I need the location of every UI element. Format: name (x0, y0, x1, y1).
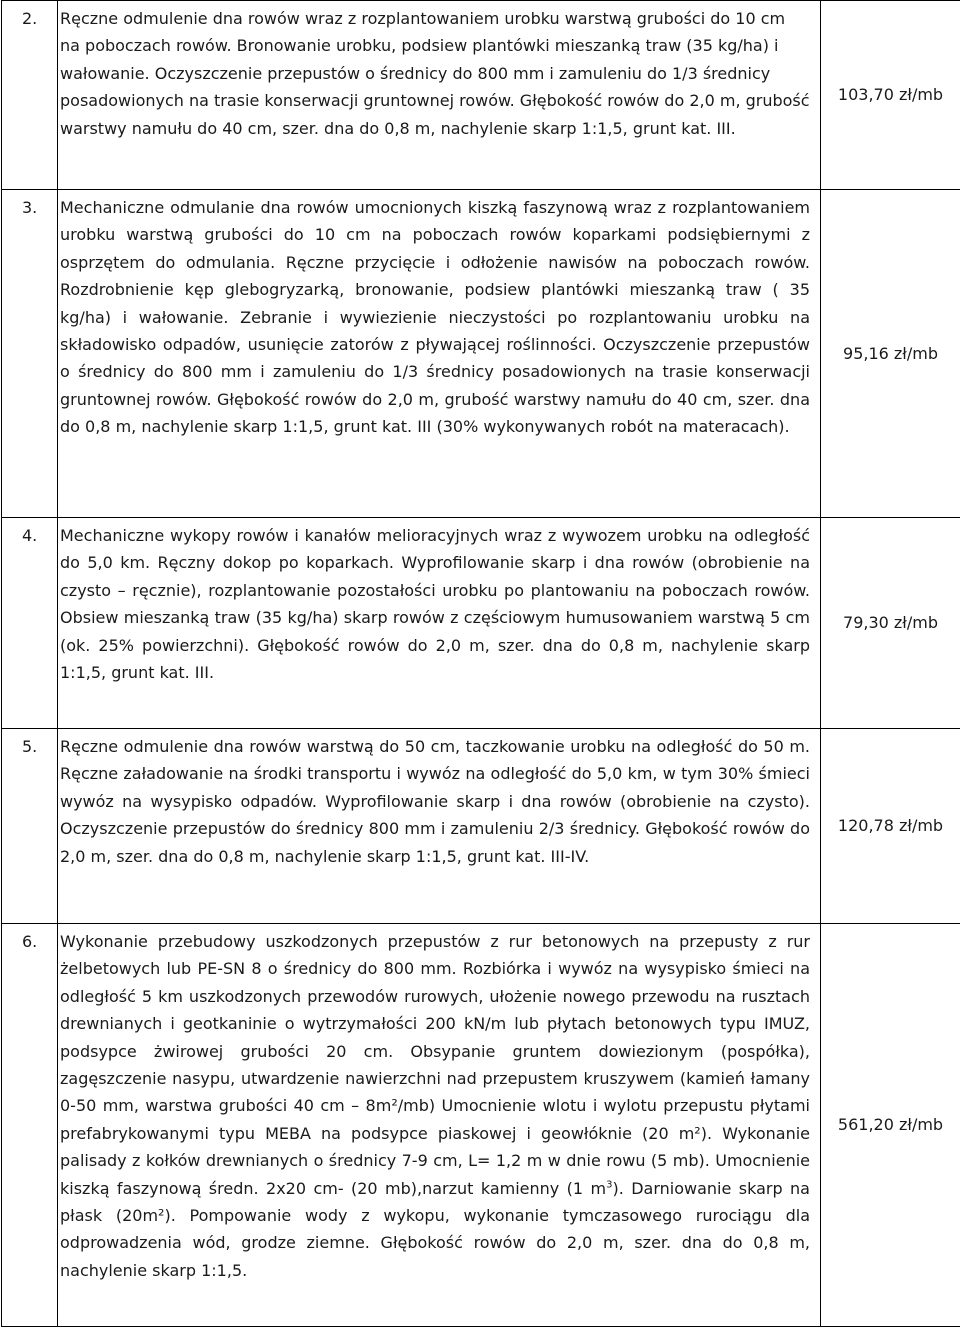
row-number: 2. (22, 9, 38, 28)
row-number: 3. (22, 198, 38, 217)
row-price: 120,78 zł/mb (837, 816, 944, 835)
price-table (1, 0, 960, 1327)
row-price-cell (821, 518, 960, 729)
superscript: 3 (606, 1179, 613, 1191)
row-number-cell (2, 924, 58, 1327)
table-row (2, 924, 960, 1327)
row-description-cell (58, 924, 821, 1327)
row-description: Mechaniczne odmulanie dna rowów umocnionych kiszką faszynową wraz z rozplantowaniem urobku warstwą grubości do 10 cm na poboczach rowów koparkami podsiębiernymi z osprzętem do odmulania. Ręczne przycięcie i odłożenie nawisów na poboczach rowów. Rozdrobnienie kęp glebogryzarką, bronowanie, podsiew plantówki mieszanką traw ( 35 kg/ha) i wałowanie. Zebranie i wywiezienie nieczystości po rozplantowaniu urobku na składowisko odpadów, usunięcie zatorów z pływającej roślinności. Oczyszczenie przepustów o średnicy do 800 mm i zamuleniu do 1/3 średnicy posadowionych na trasie konserwacji gruntownej rowów. Głębokość rowów do 2,0 m, grubość warstwy namułu do 40 cm, szer. dna do 0,8 m, nachylenie skarp 1:1,5, grunt kat. III (30% wykonywanych robót na materacach). (60, 198, 810, 437)
table-row (2, 518, 960, 729)
table-row (2, 729, 960, 924)
row-description-cell (58, 1, 821, 190)
row-price-cell (821, 924, 960, 1327)
row-price-cell (821, 729, 960, 924)
row-number-cell (2, 729, 58, 924)
row-description-cell (58, 190, 821, 518)
row-number-cell (2, 518, 58, 729)
row-price: 103,70 zł/mb (837, 85, 944, 104)
row-description-part: ). Darniowanie skarp na płask (20m²). Pompowanie wody z wykopu, wykonanie tymczasowego rurociągu dla odprowadzenia wód, grodze ziemne. Głębokość rowów do 2,0 m, szer. dna do 0,8 m, nachylenie skarp 1:1,5. (60, 1178, 810, 1280)
row-price: 95,16 zł/mb (843, 343, 938, 363)
row-description: Ręczne odmulenie dna rowów warstwą do 50 cm, taczkowanie urobku na odległość do 50 m. Ręczne załadowanie na środki transportu i wywóz na odległość do 5,0 km, w tym 30% śmieci wywóz na wysypisko odpadów. Wyprofilowanie skarp i dna rowów (obrobienie na czysto). Oczyszczenie przepustów do średnicy 800 mm i zamuleniu 2/3 średnicy. Głębokość rowów do 2,0 m, szer. dna do 0,8 m, nachylenie skarp 1:1,5, grunt kat. III-IV. (60, 737, 810, 866)
row-number: 6. (22, 932, 38, 951)
row-number: 5. (22, 737, 38, 756)
row-price-cell (821, 190, 960, 518)
row-number-cell (2, 1, 58, 190)
row-price: 79,30 zł/mb (843, 613, 938, 632)
row-description: Ręczne odmulenie dna rowów wraz z rozplantowaniem urobku warstwą grubości do 10 cm na poboczach rowów. Bronowanie urobku, podsiew plantówki mieszanką traw (35 kg/ha) i wałowanie. Oczyszczenie przepustów o średnicy do 800 mm i zamuleniu do 1/3 średnicy posadowionych na trasie konserwacji gruntownej rowów. Głębokość rowów do 2,0 m, grubość warstwy namułu do 40 cm, szer. dna do 0,8 m, nachylenie skarp 1:1,5, grunt kat. III. (60, 9, 810, 138)
table-row (2, 1, 960, 190)
row-description (58, 924, 820, 1294)
row-description-cell (58, 518, 821, 729)
row-description-cell (58, 729, 821, 924)
row-price: 561,20 zł/mb (837, 1115, 944, 1134)
row-description: Mechaniczne wykopy rowów i kanałów melioracyjnych wraz z wywozem urobku na odległość do 5,0 km. Ręczny dokop po koparkach. Wyprofilowanie skarp i dna rowów (obrobienie na czysto – ręcznie), rozplantowanie pozostałości urobku po plantowaniu na poboczach rowów. Obsiew mieszanką traw (35 kg/ha) skarp rowów z częściowym humusowaniem warstwą 5 cm (ok. 25% powierzchni). Głębokość rowów do 2,0 m, szer. dna do 0,8 m, nachylenie skarp 1:1,5, grunt kat. III. (60, 526, 810, 683)
row-number-cell (2, 190, 58, 518)
table-row (2, 190, 960, 518)
row-number: 4. (22, 526, 38, 545)
row-price-cell (821, 1, 960, 190)
row-description-part: Wykonanie przebudowy uszkodzonych przepustów z rur betonowych na przepusty z rur żelbetowych lub PE-SN 8 o średnicy do 800 mm. Rozbiórka i wywóz na wysypisko śmieci na odległość 5 km uszkodzonych przewodów rurowych, ułożenie nowego przewodu na rusztach drewnianych i geotkaninie o wytrzymałości 200 kN/m lub płytach betonowych typu IMUZ, podsypce żwirowej grubości 20 cm. Obsypanie gruntem dowiezionym (pospółka), zagęszczenie nasypu, utwardzenie nawierzchni nad przepustem kruszywem (kamień łamany 0-50 mm, warstwa grubości 40 cm – 8m²/mb) Umocnienie wlotu i wylotu przepustu płytami prefabrykowanymi typu MEBA na podsypce piaskowej i geowłóknie (20 m²). Wykonanie palisady z kołków drewnianych o średnicy 7-9 cm, L= 1,2 m w dnie rowu (5 mb). Umocnienie kiszką faszynową średn. 2x20 cm- (20 mb),narzut kamienny (1 m (60, 932, 810, 1198)
